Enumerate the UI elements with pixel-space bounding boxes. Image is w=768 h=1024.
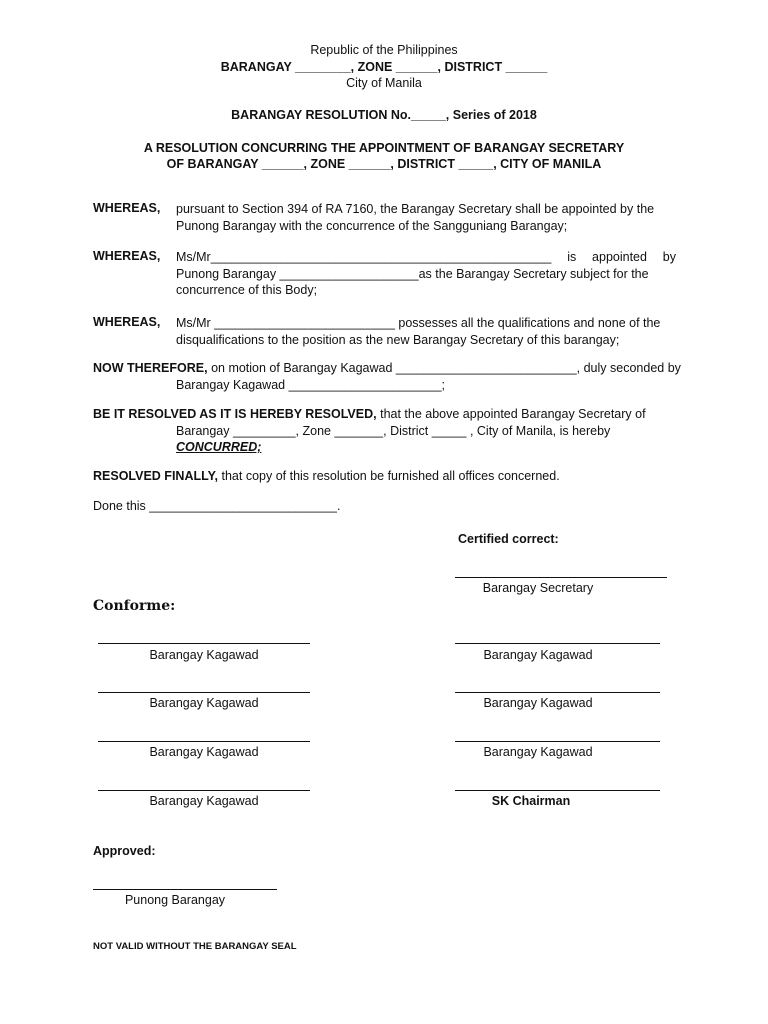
- header-city: City of Manila: [346, 76, 422, 90]
- signature-line: [455, 643, 660, 644]
- signatory-label-left-2: Barangay Kagawad: [149, 696, 259, 710]
- whereas-paragraph-3: [176, 315, 676, 348]
- signatory-label-right-3: Barangay Kagawad: [483, 745, 593, 759]
- signature-line: [98, 643, 310, 644]
- be-it-resolved-label: BE IT RESOLVED AS IT IS HEREBY RESOLVED,: [93, 407, 377, 421]
- signature-line: [455, 741, 660, 742]
- concurred-text: CONCURRED;: [176, 440, 262, 454]
- signatory-label-left-4: Barangay Kagawad: [149, 794, 259, 808]
- whereas-1-line2: Punong Barangay with the concurrence of the Sangguniang Barangay;: [176, 218, 568, 233]
- signatory-label-left-3: Barangay Kagawad: [149, 745, 259, 759]
- whereas-label-2: WHEREAS,: [93, 249, 161, 263]
- resolution-title-line2: OF BARANGAY ______, ZONE ______, DISTRICT _____, CITY OF MANILA: [166, 157, 602, 171]
- secretary-signature-line: [455, 577, 667, 578]
- signatory-label-sk-chairman: SK Chairman: [491, 794, 571, 808]
- whereas-label-1: WHEREAS,: [93, 201, 161, 215]
- resolved-finally-text: that copy of this resolution be furnished all offices concerned.: [218, 469, 560, 483]
- whereas-label-3: WHEREAS,: [93, 315, 161, 329]
- signature-line: [98, 790, 310, 791]
- whereas-paragraph-1: [176, 201, 676, 234]
- conforme-label: Conforme:: [93, 598, 176, 614]
- whereas-1-line1: pursuant to Section 394 of RA 7160, the Barangay Secretary shall be appointed by the: [176, 202, 655, 216]
- done-this: Done this ___________________________.: [93, 499, 341, 513]
- now-therefore-line2: Barangay Kagawad ______________________;: [176, 378, 445, 392]
- secretary-signature-label: Barangay Secretary: [482, 581, 594, 595]
- whereas-2-line1-a: Ms/Mr_________________________________________________: [176, 250, 552, 264]
- signatory-label-left-1: Barangay Kagawad: [149, 648, 259, 662]
- signature-line: [455, 790, 660, 791]
- whereas-2-line1: [176, 249, 676, 266]
- whereas-2-line3: concurrence of this Body;: [176, 283, 318, 297]
- signature-line: [98, 692, 310, 693]
- signatory-label-right-1: Barangay Kagawad: [483, 648, 593, 662]
- whereas-3-line2: disqualifications to the position as the new Barangay Secretary of this barangay;: [176, 332, 620, 347]
- now-therefore-line1: [93, 361, 681, 375]
- header-republic: Republic of the Philippines: [310, 43, 458, 57]
- certified-correct-label: Certified correct:: [458, 532, 559, 546]
- signature-line: [455, 692, 660, 693]
- signature-line: [98, 741, 310, 742]
- resolution-number: BARANGAY RESOLUTION No._____, Series of 2018: [231, 108, 537, 122]
- signatory-label-right-2: Barangay Kagawad: [483, 696, 593, 710]
- whereas-paragraph-2: [176, 249, 676, 299]
- punong-barangay-label: Punong Barangay: [124, 893, 226, 907]
- be-it-resolved-line2: Barangay _________, Zone _______, District _____ , City of Manila, is hereby: [176, 424, 611, 438]
- now-therefore-label: NOW THEREFORE,: [93, 361, 208, 375]
- resolution-title-line1: A RESOLUTION CONCURRING THE APPOINTMENT OF BARANGAY SECRETARY: [143, 141, 625, 155]
- be-it-resolved-text: that the above appointed Barangay Secretary of: [376, 407, 646, 421]
- whereas-3-line1: Ms/Mr __________________________ possesses all the qualifications and none of the: [176, 316, 661, 330]
- whereas-2-line2: Punong Barangay ____________________as the Barangay Secretary subject for the: [176, 266, 649, 281]
- not-valid-note: NOT VALID WITHOUT THE BARANGAY SEAL: [93, 941, 297, 952]
- header-barangay: BARANGAY ________, ZONE ______, DISTRICT ______: [220, 60, 548, 74]
- be-it-resolved-line1: [93, 407, 646, 421]
- now-therefore-text: on motion of Barangay Kagawad __________________________, duly seconded by: [207, 361, 681, 375]
- resolved-finally-label: RESOLVED FINALLY,: [93, 469, 219, 483]
- resolved-finally: [93, 469, 560, 483]
- punong-barangay-signature-line: [93, 889, 277, 890]
- approved-label: Approved:: [93, 844, 156, 858]
- whereas-2-line1-b: is: [567, 250, 577, 264]
- whereas-2-line1-c: appointed: [592, 250, 647, 264]
- whereas-2-line1-d: by: [662, 250, 676, 264]
